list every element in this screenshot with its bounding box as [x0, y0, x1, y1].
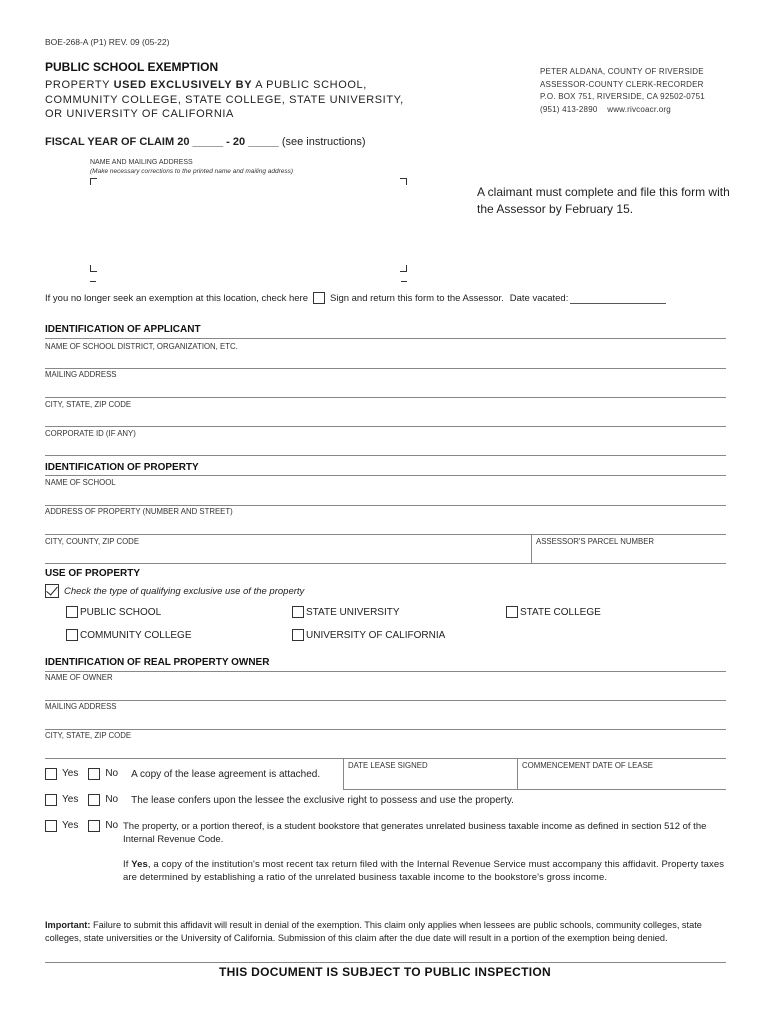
county-contact: (951) 413-2890 www.rivcoacr.org	[540, 104, 671, 114]
exclusive-right-no-checkbox[interactable]	[88, 794, 100, 806]
name-address-label: NAME AND MAILING ADDRESS (Make necessary corrections to the printed name and mailing address)	[90, 159, 294, 175]
bookstore-yes-checkbox[interactable]	[45, 820, 57, 832]
divider	[45, 338, 726, 339]
divider	[45, 671, 726, 672]
address-window-corner	[90, 265, 97, 272]
date-lease-signed-field[interactable]: DATE LEASE SIGNED	[348, 761, 428, 770]
bookstore-statement: The property, or a portion thereof, is a student bookstore that generates unrelated business taxable income as defined in section 512 of the Internal Revenue Code.	[123, 821, 707, 845]
divider	[45, 534, 726, 535]
public-inspection-footer: THIS DOCUMENT IS SUBJECT TO PUBLIC INSPECTION	[219, 965, 551, 979]
important-notice: Important: Failure to submit this affidavit will result in denial of the exemption. This claim only applies when lessees are public schools, community colleges, state colleges, state universities or the University of California. Submission of this claim after the due date will result in a portion of the exemption being denied.	[45, 920, 702, 943]
claimant-notice: A claimant must complete and file this form with the Assessor by February 15.	[477, 185, 730, 216]
checkmark-icon	[45, 584, 59, 598]
question-bookstore: Yes No	[45, 820, 118, 832]
bookstore-instructions: If Yes, a copy of the institution's most recent tax return filed with the Internal Revenue Service must accompany this affidavit. Property taxes are determined by establishing a ratio of the unrelated business taxable income to the bookstore's gross income.	[123, 859, 725, 883]
community-college-checkbox[interactable]	[66, 629, 78, 641]
owner-name-field[interactable]: NAME OF OWNER	[45, 673, 113, 682]
divider	[45, 397, 726, 398]
option-public-school[interactable]: PUBLIC SCHOOL	[66, 606, 161, 618]
county-address: P.O. BOX 751, RIVERSIDE, CA 92502-0751	[540, 92, 705, 101]
question-exclusive-right: Yes No The lease confers upon the lessee the exclusive right to possess and use the property.	[45, 794, 514, 807]
county-office: ASSESSOR-COUNTY CLERK-RECORDER	[540, 79, 704, 89]
address-window-corner	[400, 265, 407, 272]
public-school-checkbox[interactable]	[66, 606, 78, 618]
divider	[45, 426, 726, 427]
divider	[45, 758, 726, 759]
divider	[45, 700, 726, 701]
property-address-field[interactable]: ADDRESS OF PROPERTY (NUMBER AND STREET)	[45, 507, 233, 516]
applicant-heading: IDENTIFICATION OF APPLICANT	[45, 324, 201, 335]
form-subtitle: PROPERTY USED EXCLUSIVELY BY A PUBLIC SCHOOL, COMMUNITY COLLEGE, STATE COLLEGE, STATE UNIVERSITY, OR UNIVERSITY OF CALIFORNIA	[45, 79, 404, 120]
property-heading: IDENTIFICATION OF PROPERTY	[45, 462, 199, 473]
exclusive-right-yes-checkbox[interactable]	[45, 794, 57, 806]
form-code: BOE-268-A (P1) REV. 09 (05-22)	[45, 37, 170, 47]
address-window-mark	[90, 281, 96, 282]
owner-city-field[interactable]: CITY, STATE, ZIP CODE	[45, 731, 132, 740]
divider	[45, 729, 726, 730]
divider	[343, 758, 344, 789]
form-title: PUBLIC SCHOOL EXEMPTION	[45, 60, 219, 74]
county-info	[540, 66, 705, 116]
state-university-checkbox[interactable]	[292, 606, 304, 618]
use-heading: USE OF PROPERTY	[45, 568, 141, 579]
use-hint: Check the type of qualifying exclusive use of the property	[45, 584, 304, 598]
address-window-corner	[400, 178, 407, 185]
date-vacated-field[interactable]	[570, 293, 666, 304]
property-city-field[interactable]: CITY, COUNTY, ZIP CODE	[45, 537, 140, 546]
commencement-date-field[interactable]: COMMENCEMENT DATE OF LEASE	[522, 761, 653, 770]
address-window-corner	[90, 178, 97, 185]
applicant-corporate-id-field[interactable]: CORPORATE ID (IF ANY)	[45, 429, 136, 438]
address-window-mark	[401, 281, 407, 282]
option-community-college[interactable]: COMMUNITY COLLEGE	[66, 629, 192, 641]
option-university-of-california[interactable]: UNIVERSITY OF CALIFORNIA	[292, 629, 445, 641]
divider	[531, 534, 532, 563]
uc-checkbox[interactable]	[292, 629, 304, 641]
lease-attached-yes-checkbox[interactable]	[45, 768, 57, 780]
owner-heading: IDENTIFICATION OF REAL PROPERTY OWNER	[45, 657, 270, 668]
divider	[45, 475, 726, 476]
county-name: PETER ALDANA, COUNTY OF RIVERSIDE	[540, 67, 704, 76]
applicant-name-field[interactable]: NAME OF SCHOOL DISTRICT, ORGANIZATION, ETC.	[45, 342, 238, 351]
applicant-mailing-field[interactable]: MAILING ADDRESS	[45, 370, 117, 379]
divider	[343, 789, 726, 790]
divider	[45, 962, 726, 963]
applicant-city-field[interactable]: CITY, STATE, ZIP CODE	[45, 400, 132, 409]
option-state-college[interactable]: STATE COLLEGE	[506, 606, 601, 618]
state-college-checkbox[interactable]	[506, 606, 518, 618]
divider	[517, 758, 518, 789]
school-name-field[interactable]: NAME OF SCHOOL	[45, 478, 116, 487]
lease-attached-no-checkbox[interactable]	[88, 768, 100, 780]
parcel-number-field[interactable]: ASSESSOR'S PARCEL NUMBER	[536, 537, 655, 546]
bookstore-no-checkbox[interactable]	[88, 820, 100, 832]
divider	[45, 563, 726, 564]
divider	[45, 455, 726, 456]
fiscal-year[interactable]: FISCAL YEAR OF CLAIM 20 _____ - 20 _____ (see instructions)	[45, 136, 366, 148]
option-state-university[interactable]: STATE UNIVERSITY	[292, 606, 400, 618]
vacate-row: If you no longer seek an exemption at this location, check here Sign and return this form to the Assessor. Date vacated:	[45, 292, 666, 304]
vacate-checkbox[interactable]	[313, 292, 325, 304]
divider	[45, 505, 726, 506]
divider	[45, 368, 726, 369]
question-lease-attached: Yes No A copy of the lease agreement is attached.	[45, 768, 320, 781]
owner-mailing-field[interactable]: MAILING ADDRESS	[45, 702, 117, 711]
